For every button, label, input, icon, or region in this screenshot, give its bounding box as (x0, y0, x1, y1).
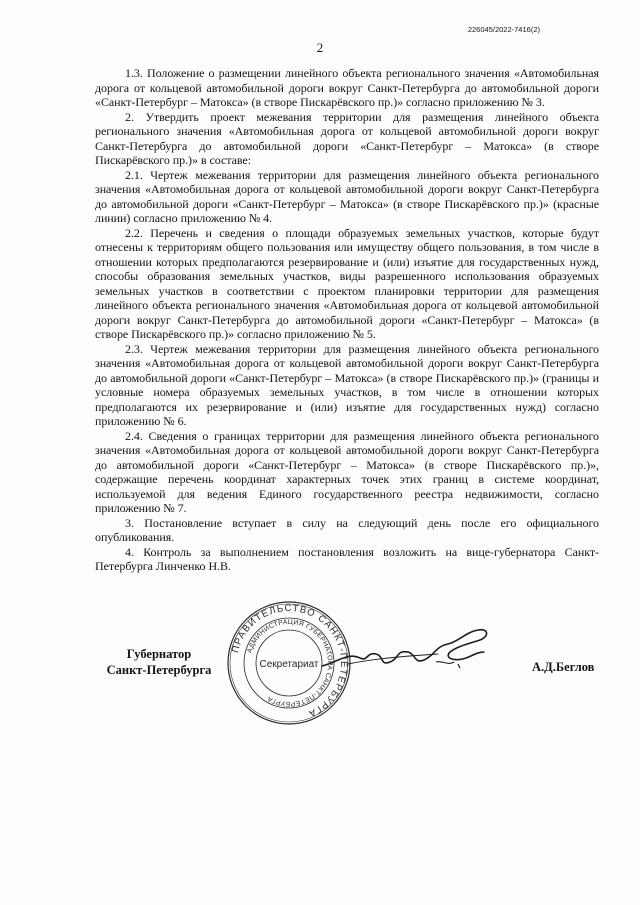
document-body (95, 66, 599, 574)
signatory-name: А.Д.Беглов (532, 660, 595, 674)
clause-2: 2. Утвердить проект межевания территории для размещения линейного объекта регионального значения «Автомобильная дорога от кольцевой автомобильной дороги вокруг Санкт-Петербурга до автомобильной дороги «Санкт-Петербург – Матокса» (в створе Пискарёвского пр.)» в составе: (95, 109, 599, 167)
clause-2-3: 2.3. Чертеж межевания территории для размещения линейного объекта регионального значения «Автомобильная дорога от кольцевой автомобильной дороги вокруг Санкт-Петербурга до автомобильной дороги «Санкт-Петербург – Матокса» (в створе Пискарёвского пр.)» (границы и условные номера образуемых земельных участков, в том числе в отношении которых предполагаются их резервирование и (или) изъятие для государственных нужд) согласно приложению № 6. (95, 341, 599, 428)
clause-2-2: 2.2. Перечень и сведения о площади образуемых земельных участков, которые будут отнесены к территориям общего пользования или имуществу общего пользования, в том числе в отношении которых предполагаются резервирование и (или) изъятие для государственных нужд, способы образования земельных участков, виды разрешенного использования образуемых земельных участков в соответствии с проектом планировки территории для размещения линейного объекта регионального значения «Автомобильная дорога от кольцевой автомобильной дороги вокруг Санкт-Петербурга до автомобильной дороги «Санкт-Петербург – Матокса» (в створе Пискарёвского пр.)» согласно приложению № 5. (95, 225, 599, 341)
signatory-title-line-2: Санкт-Петербурга (106, 663, 212, 677)
page-number: 2 (316, 40, 324, 55)
clause-1-3: 1.3. Положение о размещении линейного объекта регионального значения «Автомобильная дорога от кольцевой автомобильной дороги вокруг Санкт-Петербурга до автомобильной дороги «Санкт-Петербург – Матокса» (в створе Пискарёвского пр.)» согласно приложению № 3. (95, 66, 599, 109)
handwritten-signature (318, 622, 498, 682)
signature-block (0, 600, 640, 730)
seal-inner-text: АДМИНИСТРАЦИЯ ГУБЕРНАТОРА САНКТ-ПЕТЕРБУРГА (246, 618, 334, 708)
signatory-title-line-1: Губернатор (126, 647, 192, 661)
clause-4: 4. Контроль за выполнением постановления возложить на вице-губернатора Санкт-Петербурга Линченко Н.В. (95, 544, 599, 573)
document-registration-number: 226045/2022-7416(2) (467, 25, 540, 34)
signatory-title (96, 646, 222, 678)
seal-center-text: Секретариат (259, 659, 319, 670)
seal-outer-text: ПРАВИТЕЛЬСТВО САНКТ-ПЕТЕРБУРГА (230, 602, 350, 720)
clause-2-4: 2.4. Сведения о границах территории для размещения линейного объекта регионального значения «Автомобильная дорога от кольцевой автомобильной дороги вокруг Санкт-Петербурга до автомобильной дороги «Санкт-Петербург – Матокса» (в створе Пискарёвского пр.)», содержащие перечень координат характерных точек этих границ в системе координат, используемой для ведения Единого государственного реестра недвижимости, согласно приложению № 7. (95, 428, 599, 515)
clause-3: 3. Постановление вступает в силу на следующий день после его официального опубликования. (95, 515, 599, 544)
clause-2-1: 2.1. Чертеж межевания территории для размещения линейного объекта регионального значения «Автомобильная дорога от кольцевой автомобильной дороги вокруг Санкт-Петербурга до автомобильной дороги «Санкт-Петербург – Матокса» (в створе Пискарёвского пр.)» (красные линии) согласно приложению № 4. (95, 167, 599, 225)
